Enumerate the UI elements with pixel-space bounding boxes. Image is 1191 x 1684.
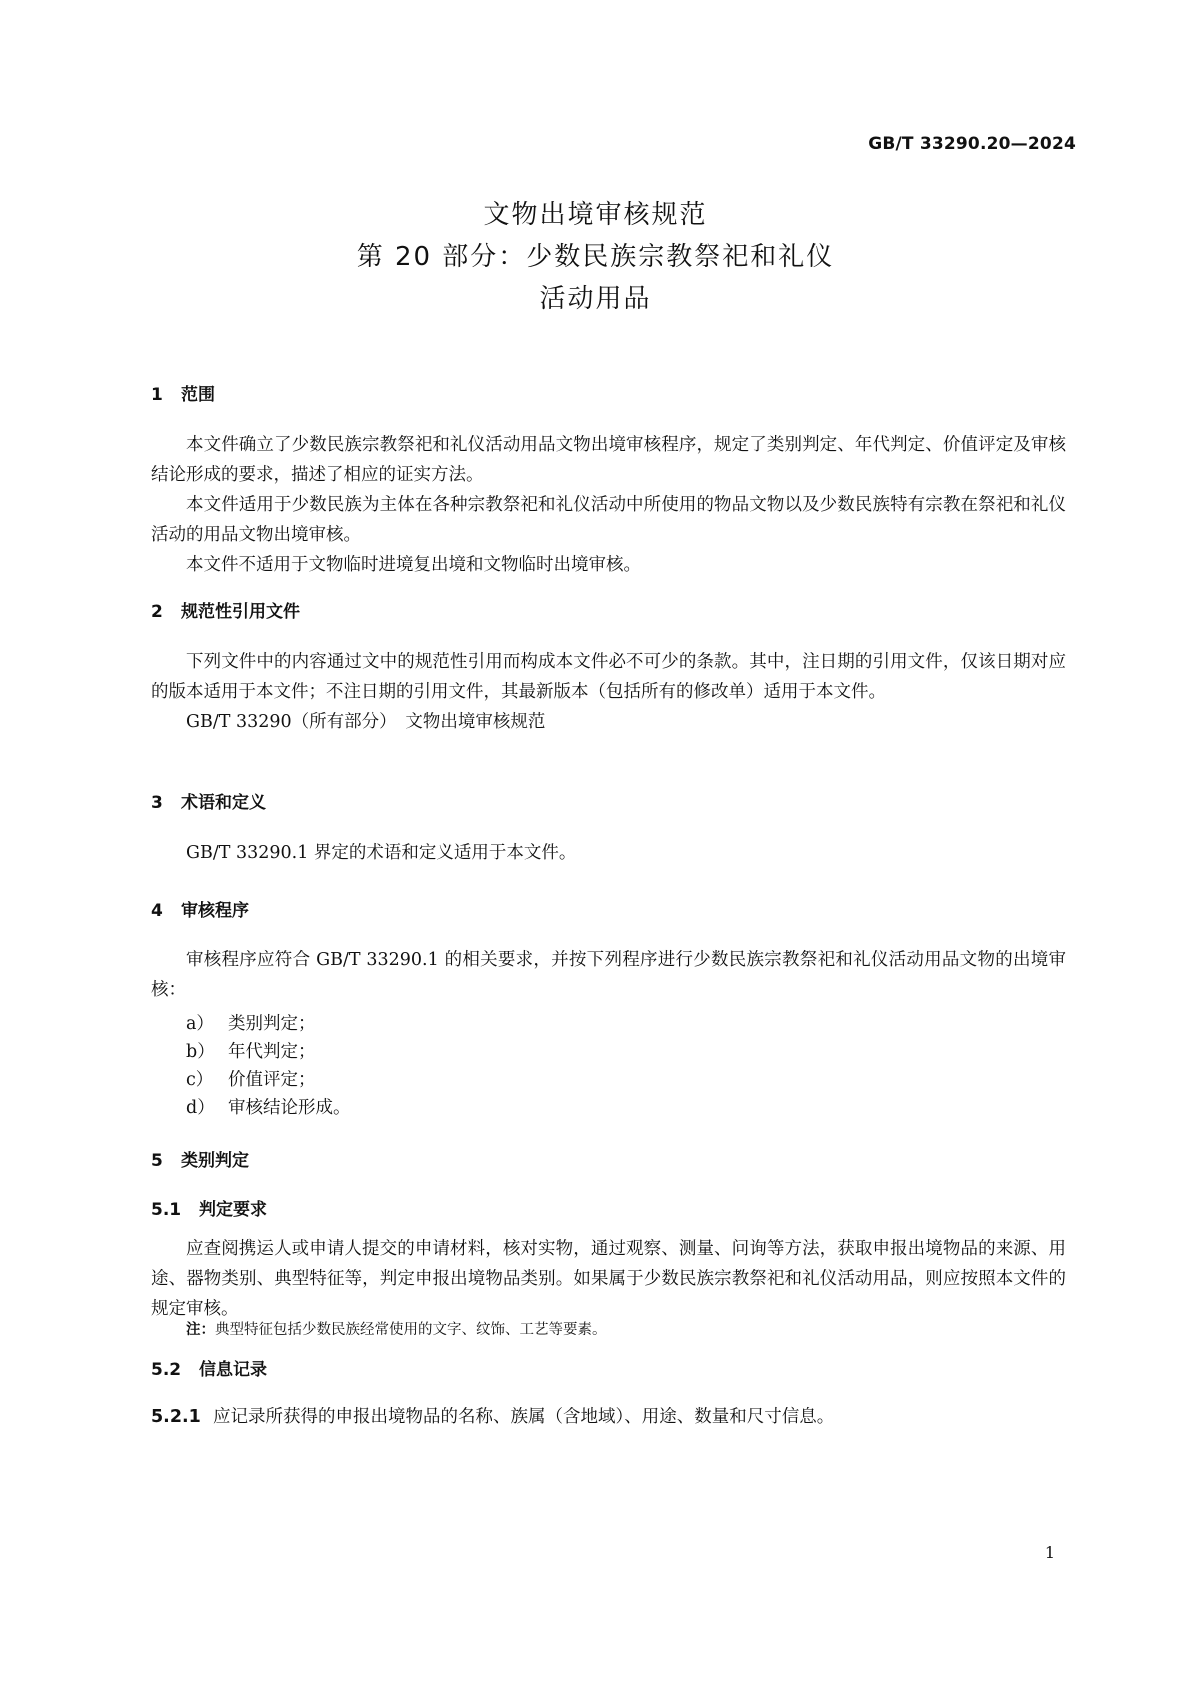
paragraph: 审核程序应符合 GB/T 33290.1 的相关要求，并按下列程序进行少数民族宗教祭祀和礼仪活动用品文物的出境审核： — [151, 950, 1066, 1000]
list-text: 价值评定； — [228, 1070, 316, 1090]
section-1-heading — [151, 380, 215, 405]
list-text: 年代判定； — [228, 1042, 316, 1062]
section-title: 类别判定 — [181, 1151, 249, 1171]
note-label: 注： — [186, 1322, 215, 1338]
subsection-5-1-body — [151, 1234, 1066, 1324]
section-title: 术语和定义 — [181, 793, 266, 813]
section-3-body — [151, 838, 1066, 868]
subsection-5-1-heading — [151, 1195, 267, 1220]
title-line-3: 活动用品 — [539, 284, 652, 314]
list-text: 审核结论形成。 — [228, 1098, 351, 1118]
section-title: 审核程序 — [181, 901, 249, 921]
list-item — [186, 1038, 316, 1063]
section-4-heading — [151, 896, 249, 921]
title-line-1: 文物出境审核规范 — [483, 200, 708, 230]
subsection-title: 判定要求 — [199, 1200, 267, 1220]
paragraph: 本文件不适用于文物临时进境复出境和文物临时出境审核。 — [186, 555, 641, 575]
section-1-body — [151, 430, 1066, 580]
note — [186, 1318, 607, 1339]
section-2-heading — [151, 597, 300, 622]
clause-number: 5.2.1 — [151, 1407, 201, 1427]
paragraph: GB/T 33290.1 界定的术语和定义适用于本文件。 — [186, 843, 577, 863]
list-item — [186, 1094, 351, 1119]
section-5-heading — [151, 1146, 249, 1171]
normative-reference: GB/T 33290（所有部分） 文物出境审核规范 — [186, 712, 546, 732]
section-title: 规范性引用文件 — [181, 602, 300, 622]
subsection-5-2-heading — [151, 1355, 267, 1380]
document-number: GB/T 33290.20—2024 — [868, 134, 1076, 154]
subsection-number: 5.1 — [151, 1200, 182, 1220]
section-number: 4 — [151, 901, 163, 921]
paragraph: 应查阅携运人或申请人提交的申请材料，核对实物，通过观察、测量、问询等方法，获取申报出境物品的来源、用途、器物类别、典型特征等，判定申报出境物品类别。如果属于少数民族宗教祭祀和礼仪活动用品，则应按照本文件的规定审核。 — [151, 1239, 1066, 1319]
clause-text: 应记录所获得的申报出境物品的名称、族属（含地域）、用途、数量和尺寸信息。 — [213, 1407, 835, 1427]
section-number: 1 — [151, 385, 163, 405]
section-number: 5 — [151, 1151, 163, 1171]
list-label: d） — [186, 1098, 215, 1118]
list-text: 类别判定； — [228, 1014, 316, 1034]
title-line-2: 第 20 部分：少数民族宗教祭祀和礼仪 — [356, 242, 835, 272]
list-item — [186, 1066, 316, 1091]
subsection-title: 信息记录 — [199, 1360, 267, 1380]
section-title: 范围 — [181, 385, 215, 405]
clause-5-2-1 — [151, 1403, 834, 1428]
note-text: 典型特征包括少数民族经常使用的文字、纹饰、工艺等要素。 — [215, 1322, 607, 1338]
list-label: a） — [186, 1014, 214, 1034]
section-4-body — [151, 945, 1066, 1005]
list-label: b） — [186, 1042, 215, 1062]
paragraph: 本文件适用于少数民族为主体在各种宗教祭祀和礼仪活动中所使用的物品文物以及少数民族特有宗教在祭祀和礼仪活动的用品文物出境审核。 — [151, 495, 1066, 545]
section-2-body — [151, 647, 1066, 737]
list-label: c） — [186, 1070, 214, 1090]
paragraph: 本文件确立了少数民族宗教祭祀和礼仪活动用品文物出境审核程序，规定了类别判定、年代判定、价值评定及审核结论形成的要求，描述了相应的证实方法。 — [151, 435, 1066, 485]
section-3-heading — [151, 788, 266, 813]
section-number: 3 — [151, 793, 163, 813]
paragraph: 下列文件中的内容通过文中的规范性引用而构成本文件必不可少的条款。其中，注日期的引用文件，仅该日期对应的版本适用于本文件；不注日期的引用文件，其最新版本（包括所有的修改单）适用于本文件。 — [151, 652, 1066, 702]
section-number: 2 — [151, 602, 163, 622]
page-number: 1 — [1044, 1543, 1055, 1562]
subsection-number: 5.2 — [151, 1360, 182, 1380]
list-item — [186, 1010, 316, 1035]
